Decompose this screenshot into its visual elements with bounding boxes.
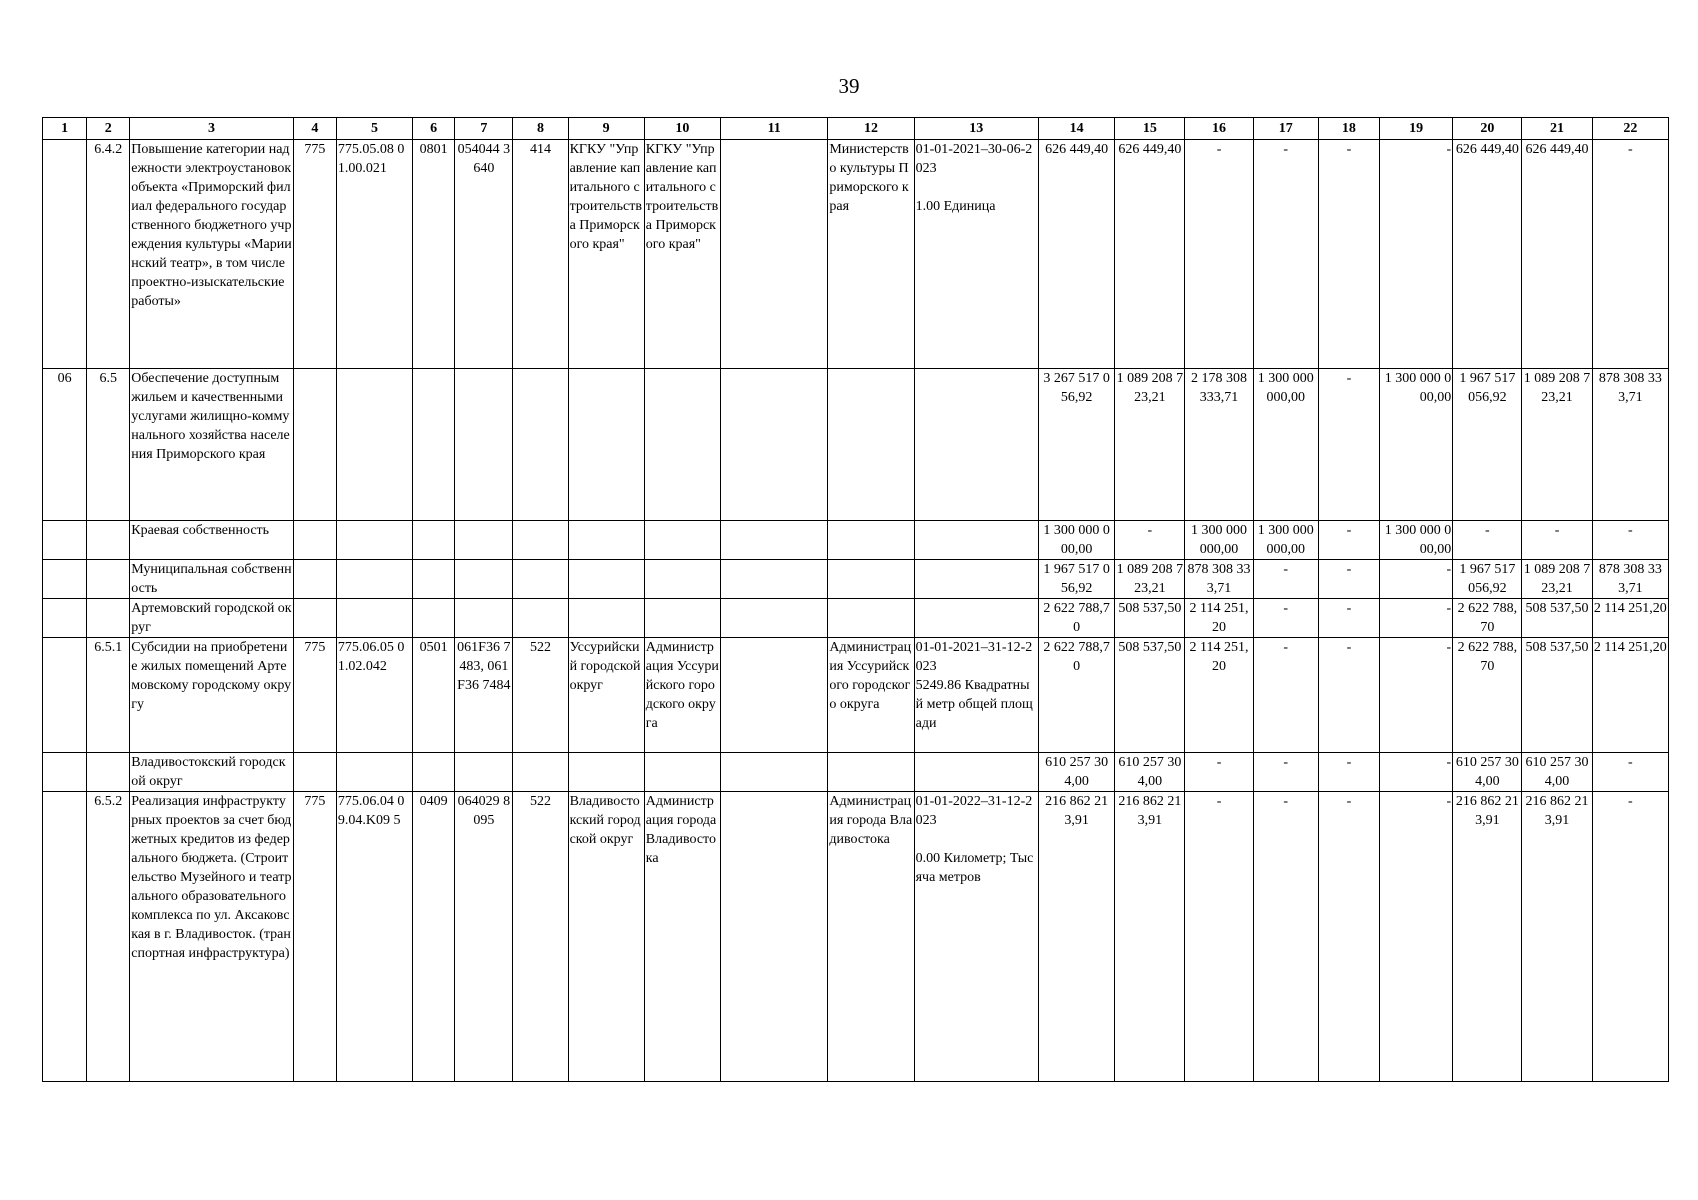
table-cell: 1 089 208 723,21 (1115, 560, 1185, 599)
table-cell (413, 753, 455, 792)
table-cell: КГКУ "Управление капитального строительства Приморского края" (568, 140, 644, 369)
header-cell: 17 (1253, 118, 1318, 140)
table-cell (513, 599, 568, 638)
table-cell: Владивостокский городской округ (568, 792, 644, 1082)
table-cell: 414 (513, 140, 568, 369)
table-cell (914, 521, 1038, 560)
table-cell: 0801 (413, 140, 455, 369)
table-cell: 064029 8095 (455, 792, 513, 1082)
table-cell: 0409 (413, 792, 455, 1082)
table-cell (455, 560, 513, 599)
table-cell: 1 967 517 056,92 (1453, 560, 1522, 599)
table-cell: 878 308 333,71 (1592, 560, 1668, 599)
table-cell: 2 622 788,70 (1453, 599, 1522, 638)
table-cell: - (1253, 638, 1318, 753)
table-cell (87, 521, 130, 560)
table-row (43, 369, 1669, 521)
table-cell (336, 560, 412, 599)
table-cell (455, 369, 513, 521)
table-cell (293, 369, 336, 521)
table-cell (43, 753, 87, 792)
table-cell: 775 (293, 140, 336, 369)
table-row (43, 638, 1669, 753)
table-cell: 6.4.2 (87, 140, 130, 369)
table-cell: - (1380, 792, 1453, 1082)
table-cell: 061F36 7483, 061F36 7484 (455, 638, 513, 753)
table-cell (513, 369, 568, 521)
table-cell: - (1522, 521, 1592, 560)
table-cell (293, 599, 336, 638)
table-cell: Обеспечение доступным жильем и качественными услугами жилищно-коммунального хозяйства населения Приморского края (130, 369, 294, 521)
table-cell (43, 792, 87, 1082)
header-cell: 21 (1522, 118, 1592, 140)
table-cell: - (1253, 792, 1318, 1082)
table-cell (644, 753, 720, 792)
header-cell: 4 (293, 118, 336, 140)
table-row (43, 521, 1669, 560)
table-cell: - (1453, 521, 1522, 560)
header-row (43, 118, 1669, 140)
table-cell: 2 622 788,70 (1038, 599, 1114, 638)
table-cell (721, 753, 828, 792)
table-cell: Краевая собственность (130, 521, 294, 560)
table-cell: 1 089 208 723,21 (1522, 369, 1592, 521)
table-cell: Владивостокский городской округ (130, 753, 294, 792)
table-cell: 775 (293, 792, 336, 1082)
table-cell: 216 862 213,91 (1522, 792, 1592, 1082)
table-cell: 610 257 304,00 (1115, 753, 1185, 792)
header-cell: 16 (1185, 118, 1253, 140)
table-cell (43, 560, 87, 599)
table-cell: 1 300 000 000,00 (1380, 521, 1453, 560)
table-cell (293, 521, 336, 560)
table-cell: 775.06.05 01.02.042 (336, 638, 412, 753)
table-cell: 6.5.1 (87, 638, 130, 753)
table-cell (568, 521, 644, 560)
table-cell (513, 560, 568, 599)
table-cell (336, 599, 412, 638)
table-row (43, 140, 1669, 369)
table-cell (336, 753, 412, 792)
table-cell: 508 537,50 (1522, 638, 1592, 753)
table-cell: 01-01-2021–31-12-2023 5249.86 Квадратный метр общей площади (914, 638, 1038, 753)
table-cell: - (1318, 753, 1379, 792)
table-cell: - (1592, 521, 1668, 560)
table-cell: 2 114 251,20 (1185, 638, 1253, 753)
table-cell: 1 089 208 723,21 (1522, 560, 1592, 599)
table-row (43, 753, 1669, 792)
table-cell: - (1380, 560, 1453, 599)
header-cell: 9 (568, 118, 644, 140)
table-cell: 2 178 308 333,71 (1185, 369, 1253, 521)
table-row (43, 560, 1669, 599)
table-cell: 508 537,50 (1522, 599, 1592, 638)
table-cell: 2 114 251,20 (1185, 599, 1253, 638)
header-cell: 14 (1038, 118, 1114, 140)
header-cell: 3 (130, 118, 294, 140)
table-cell: Повышение категории надежности электроустановок объекта «Приморский филиал федерального государственного бюджетного учреждения культуры «Мариинский театр», в том числе проектно-изыскательские работы» (130, 140, 294, 369)
table-cell (336, 369, 412, 521)
table-cell (568, 560, 644, 599)
header-cell: 13 (914, 118, 1038, 140)
table-cell (828, 521, 914, 560)
table-cell: 775.06.04 09.04.K09 5 (336, 792, 412, 1082)
table-cell (568, 599, 644, 638)
table-cell (413, 560, 455, 599)
table-cell (87, 753, 130, 792)
table-cell: 610 257 304,00 (1453, 753, 1522, 792)
table-cell: - (1318, 369, 1379, 521)
table-cell: 626 449,40 (1522, 140, 1592, 369)
table-cell: Субсидии на приобретение жилых помещений Артемовскому городскому округу (130, 638, 294, 753)
table-cell: 775 (293, 638, 336, 753)
header-cell: 7 (455, 118, 513, 140)
table-cell: Администрация Уссурийского городского округа (828, 638, 914, 753)
table-cell (828, 599, 914, 638)
table-cell: Уссурийский городской округ (568, 638, 644, 753)
table-cell: Администрация города Владивостока (828, 792, 914, 1082)
table-cell (43, 599, 87, 638)
table-cell: 1 300 000 000,00 (1253, 369, 1318, 521)
table-cell (513, 753, 568, 792)
table-cell: 610 257 304,00 (1038, 753, 1114, 792)
table-cell: 1 967 517 056,92 (1453, 369, 1522, 521)
table-cell: 508 537,50 (1115, 638, 1185, 753)
table-cell (455, 599, 513, 638)
page-number: 39 (838, 74, 860, 98)
table-cell (413, 599, 455, 638)
table-cell (87, 599, 130, 638)
table-cell (644, 599, 720, 638)
table-cell: 3 267 517 056,92 (1038, 369, 1114, 521)
table-cell (644, 369, 720, 521)
table-cell: 2 622 788,70 (1453, 638, 1522, 753)
table-cell (644, 521, 720, 560)
table-cell: 878 308 333,71 (1185, 560, 1253, 599)
table-cell: 1 300 000 000,00 (1380, 369, 1453, 521)
table-cell (721, 521, 828, 560)
table-cell: - (1115, 521, 1185, 560)
table-cell: 522 (513, 638, 568, 753)
table-cell: - (1253, 560, 1318, 599)
table-cell (721, 792, 828, 1082)
table-cell: 626 449,40 (1038, 140, 1114, 369)
table-cell: 054044 3640 (455, 140, 513, 369)
table-cell: 1 089 208 723,21 (1115, 369, 1185, 521)
table-cell: Администрация города Владивостока (644, 792, 720, 1082)
table-cell: 1 300 000 000,00 (1038, 521, 1114, 560)
table-cell: 06 (43, 369, 87, 521)
table-cell: Муниципальная собственность (130, 560, 294, 599)
header-cell: 19 (1380, 118, 1453, 140)
table-cell: - (1318, 599, 1379, 638)
table-cell: 6.5 (87, 369, 130, 521)
table-cell (293, 753, 336, 792)
table-cell (914, 369, 1038, 521)
table-cell (721, 560, 828, 599)
table-cell: 2 114 251,20 (1592, 599, 1668, 638)
table-row (43, 792, 1669, 1082)
table-cell: - (1318, 638, 1379, 753)
table-cell: 6.5.2 (87, 792, 130, 1082)
table-cell (721, 369, 828, 521)
table-cell: - (1380, 599, 1453, 638)
table-cell (568, 369, 644, 521)
table-cell: 216 862 213,91 (1453, 792, 1522, 1082)
table-cell: 01-01-2021–30-06-2023 1.00 Единица (914, 140, 1038, 369)
table-cell (455, 753, 513, 792)
table-cell (43, 638, 87, 753)
table-cell (293, 560, 336, 599)
table-cell (43, 521, 87, 560)
header-cell: 18 (1318, 118, 1379, 140)
table-cell: - (1380, 638, 1453, 753)
header-cell: 11 (721, 118, 828, 140)
header-cell: 6 (413, 118, 455, 140)
table-cell (455, 521, 513, 560)
table-cell: - (1318, 792, 1379, 1082)
table-cell: 216 862 213,91 (1038, 792, 1114, 1082)
table-cell: - (1253, 599, 1318, 638)
table-cell: Артемовский городской округ (130, 599, 294, 638)
header-cell: 2 (87, 118, 130, 140)
header-cell: 8 (513, 118, 568, 140)
header-cell: 22 (1592, 118, 1668, 140)
table-cell: - (1318, 140, 1379, 369)
table-cell: 1 967 517 056,92 (1038, 560, 1114, 599)
table-cell: Администрация Уссурийского городского округа (644, 638, 720, 753)
table-cell: - (1253, 753, 1318, 792)
header-cell: 1 (43, 118, 87, 140)
table-cell (828, 753, 914, 792)
table-cell: - (1380, 140, 1453, 369)
table-cell: КГКУ "Управление капитального строительства Приморского края" (644, 140, 720, 369)
table-cell: - (1185, 792, 1253, 1082)
table-cell (568, 753, 644, 792)
table-cell (828, 560, 914, 599)
table-cell: 01-01-2022–31-12-2023 0.00 Километр; Тысяча метров (914, 792, 1038, 1082)
table-cell: Министерство культуры Приморского края (828, 140, 914, 369)
table-row (43, 599, 1669, 638)
table-cell: 508 537,50 (1115, 599, 1185, 638)
table-cell: - (1318, 521, 1379, 560)
table-cell: 2 622 788,70 (1038, 638, 1114, 753)
table-cell: 775.05.08 01.00.021 (336, 140, 412, 369)
table-cell (721, 638, 828, 753)
table-cell (336, 521, 412, 560)
table-cell (828, 369, 914, 521)
table-cell: - (1185, 140, 1253, 369)
header-cell: 5 (336, 118, 412, 140)
table-cell (43, 140, 87, 369)
table-cell (413, 369, 455, 521)
table-cell: - (1380, 753, 1453, 792)
table-cell: - (1592, 140, 1668, 369)
table-cell (721, 599, 828, 638)
header-cell: 15 (1115, 118, 1185, 140)
program-table (42, 117, 1669, 1082)
table-cell: 626 449,40 (1115, 140, 1185, 369)
table-cell: 522 (513, 792, 568, 1082)
table-cell (413, 521, 455, 560)
table-cell: 216 862 213,91 (1115, 792, 1185, 1082)
header-cell: 12 (828, 118, 914, 140)
table-cell (644, 560, 720, 599)
header-cell: 20 (1453, 118, 1522, 140)
table-cell: - (1253, 140, 1318, 369)
table-cell: Реализация инфраструктурных проектов за счет бюджетных кредитов из федерального бюджета. (Строительство Музейного и театрального образовательного комплекса по ул. Аксаковская в г. Владивосток. (транспортная инфраструктура) (130, 792, 294, 1082)
table-cell: 0501 (413, 638, 455, 753)
table-cell: 1 300 000 000,00 (1253, 521, 1318, 560)
table-cell (513, 521, 568, 560)
table-cell: 878 308 333,71 (1592, 369, 1668, 521)
table-cell: 626 449,40 (1453, 140, 1522, 369)
table-cell (914, 753, 1038, 792)
table-cell: - (1592, 753, 1668, 792)
table-cell (914, 560, 1038, 599)
table-cell: - (1592, 792, 1668, 1082)
table-cell: 1 300 000 000,00 (1185, 521, 1253, 560)
table-cell: - (1318, 560, 1379, 599)
header-cell: 10 (644, 118, 720, 140)
table-cell: 610 257 304,00 (1522, 753, 1592, 792)
table-cell: 2 114 251,20 (1592, 638, 1668, 753)
table-cell (721, 140, 828, 369)
table-cell (87, 560, 130, 599)
table-cell (914, 599, 1038, 638)
table-cell: - (1185, 753, 1253, 792)
